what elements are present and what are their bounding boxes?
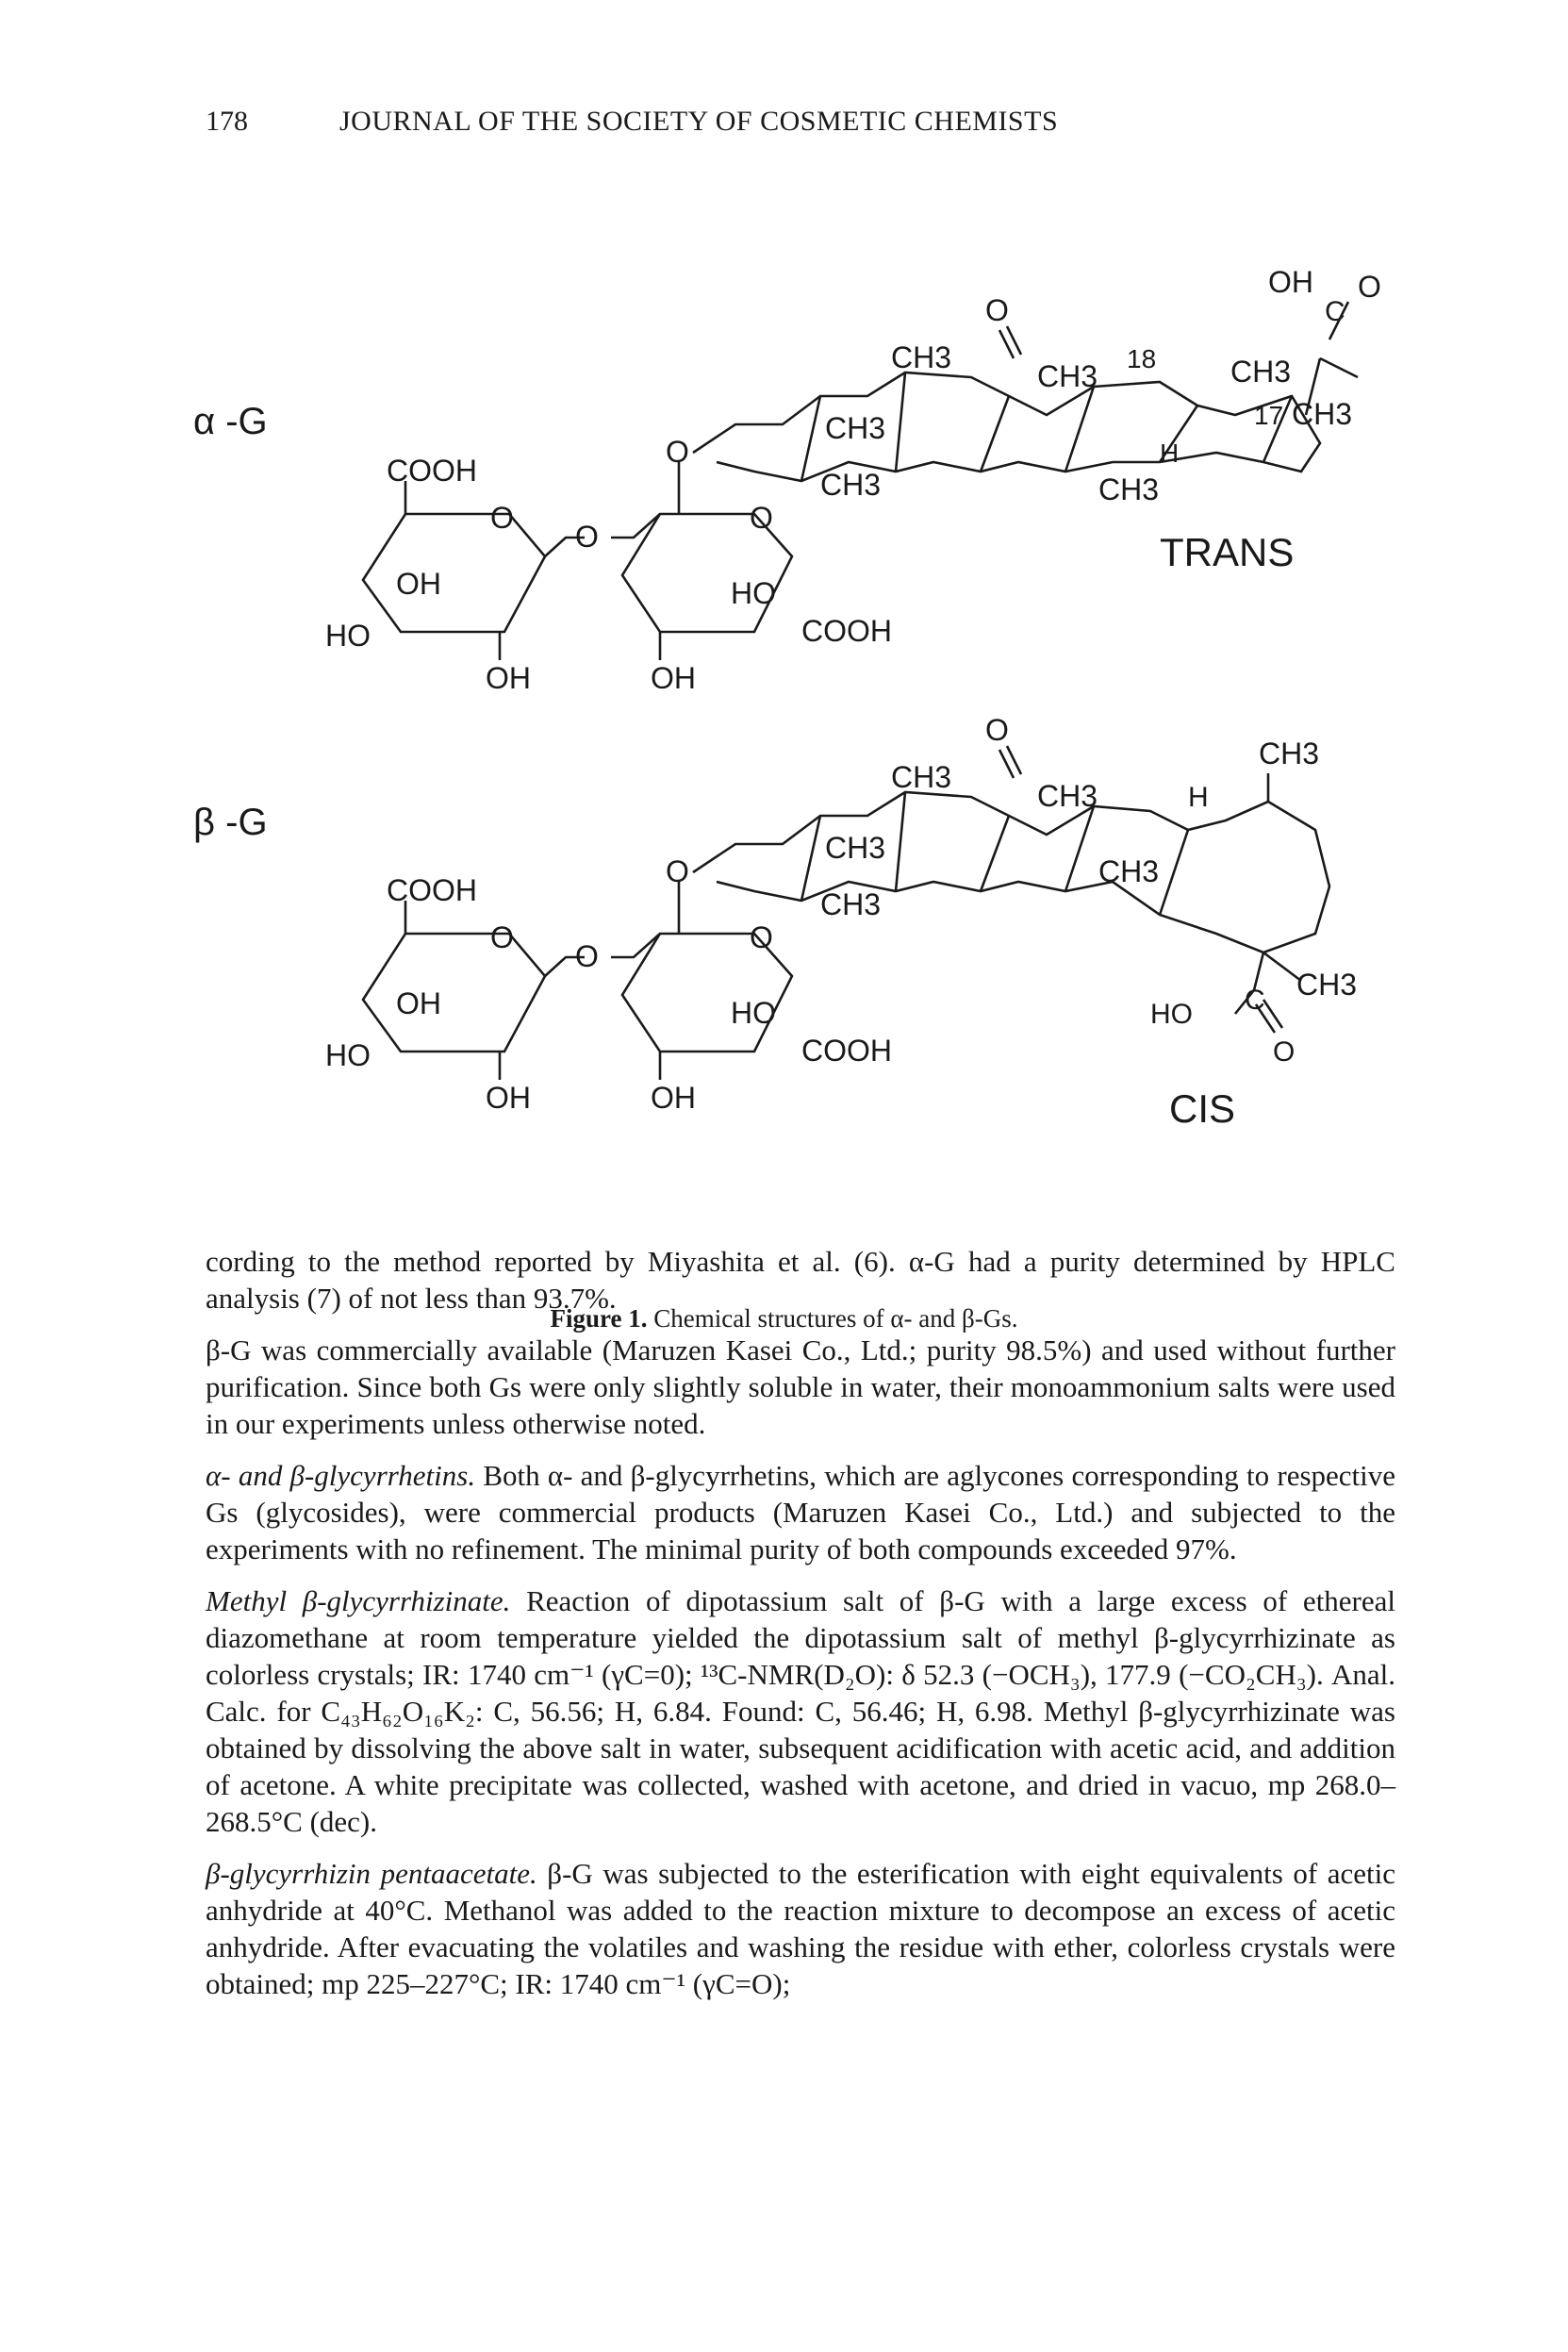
svg-text:COOH: COOH [801, 1034, 892, 1068]
svg-text:HO: HO [731, 576, 776, 610]
svg-text:CH3: CH3 [891, 760, 952, 794]
svg-text:OH: OH [1268, 265, 1313, 299]
glycyrrhetins-heading: α- and β-glycyrrhetins. [206, 1459, 476, 1492]
svg-text:OH: OH [486, 661, 531, 695]
svg-text:CH3: CH3 [1037, 779, 1098, 813]
svg-text:OH: OH [396, 986, 441, 1020]
svg-text:CH3: CH3 [1098, 854, 1160, 888]
chemical-structures-diagram [0, 179, 1568, 1188]
svg-text:OH: OH [396, 567, 441, 601]
svg-text:O: O [750, 920, 773, 954]
trans-label: TRANS [1160, 530, 1295, 574]
beta-aglycone [693, 713, 1357, 1068]
alpha-label: α -G [193, 401, 268, 442]
svg-text:COOH: COOH [387, 454, 477, 488]
paragraph-pentaacetate [206, 1855, 1395, 2002]
svg-text:O: O [666, 435, 689, 469]
svg-text:C: C [1325, 296, 1345, 327]
paragraph-glycyrrhetins [206, 1457, 1395, 1567]
glycyrrhetins-text: Both α- and β-glycyrrhetins, which are aglycones corresponding to respective Gs (glycosides), were commercial products (Maruzen Kasei Co., Ltd.) and subjected to the experiments with no refinement. The minimal purity of both compounds exceeded 97%. [206, 1459, 1396, 1565]
svg-text:COOH: COOH [801, 614, 892, 648]
svg-text:CH3: CH3 [1296, 968, 1358, 1002]
svg-text:CH3: CH3 [1292, 397, 1353, 431]
beta-label: β -G [193, 802, 268, 843]
body-text [206, 1243, 1395, 2017]
alpha-aglycone [693, 265, 1381, 506]
svg-text:O: O [985, 293, 1009, 327]
page-number: 178 [206, 106, 248, 137]
paragraph-methyl-glycyrrhizinate [206, 1582, 1395, 1840]
svg-text:18: 18 [1127, 344, 1157, 373]
svg-text:CH3: CH3 [820, 468, 882, 502]
svg-text:O: O [750, 501, 773, 535]
paragraph-continuation: cording to the method reported by Miyashita et al. (6). α-G had a purity determined by HPLC analysis (7) of not less than 93.7%. [206, 1245, 1395, 1315]
svg-text:COOH: COOH [387, 873, 477, 907]
svg-text:HO: HO [1150, 999, 1193, 1030]
alpha-sugar-left [325, 454, 545, 695]
svg-text:O: O [1273, 1036, 1296, 1068]
caption-label: Figure 1. [550, 1304, 648, 1333]
svg-text:CH3: CH3 [891, 340, 952, 374]
page-header [0, 106, 1568, 153]
svg-text:CH3: CH3 [1098, 472, 1160, 506]
svg-text:OH: OH [486, 1081, 531, 1115]
svg-text:CH3: CH3 [1230, 355, 1292, 389]
methyl-glycyrrhizinate-heading: Methyl β-glycyrrhizinate. [206, 1584, 511, 1617]
svg-text:C: C [1245, 985, 1265, 1016]
methyl-glycyrrhizinate-text: Reaction of dipotassium salt of β-G with a large excess of ethereal diazomethane at room temperature yielded the dipotassium salt of methyl β-glycyrrhizinate as colorless crystals; IR: 1740 cm⁻¹ (γC=0); ¹³C-NMR(D₂O): δ 52.3 (−OCH₃), 177.9 (−CO₂CH₃). Anal. Calc. for C₄₃H₆₂O₁₆K₂: C, 56.56; H, 6.84. Found: C, 56.46; H, 6.98. Methyl β-glycyrrhizinate was obtained by dissolving the above salt in water, subsequent acidification with acetic acid, and addition of acetone. A white precipitate was collected, washed with acetone, and dried in vacuo, mp 268.0–268.5°C (dec). [206, 1584, 1396, 1838]
svg-text:O: O [490, 501, 514, 535]
svg-text:CH3: CH3 [825, 831, 886, 865]
caption-text: Chemical structures of α- and β-Gs. [653, 1304, 1018, 1333]
svg-text:OH: OH [651, 661, 696, 695]
svg-text:CH3: CH3 [820, 887, 882, 921]
cis-label: CIS [1169, 1086, 1236, 1131]
svg-text:HO: HO [731, 996, 776, 1030]
svg-text:HO: HO [325, 619, 371, 653]
svg-text:H: H [1160, 439, 1180, 468]
svg-text:17: 17 [1254, 401, 1284, 430]
svg-text:O: O [1358, 270, 1381, 304]
svg-text:H: H [1188, 782, 1209, 813]
svg-text:CH3: CH3 [825, 411, 886, 445]
svg-text:O: O [666, 854, 689, 888]
svg-text:O: O [490, 920, 514, 954]
pentaacetate-text: β-G was subjected to the esterification with eight equivalents of acetic anhydride at 40°C. Methanol was added to the reaction mixture to decompose an excess of acetic anhydride. After evacuating the volatiles and washing the residue with ether, colorless crystals were obtained; mp 225–227°C; IR: 1740 cm⁻¹ (γC=O); [206, 1857, 1395, 2000]
svg-text:O: O [575, 520, 599, 554]
svg-text:OH: OH [651, 1081, 696, 1115]
running-title: JOURNAL OF THE SOCIETY OF COSMETIC CHEMISTS [339, 106, 1059, 137]
pentaacetate-heading: β-glycyrrhizin pentaacetate. [206, 1857, 537, 1890]
svg-text:O: O [985, 713, 1009, 747]
svg-text:HO: HO [325, 1038, 371, 1072]
paragraph-beta-g-source: β-G was commercially available (Maruzen Kasei Co., Ltd.; purity 98.5%) and used without further purification. Since both Gs were only slightly soluble in water, their monoammonium salts were used in our experiments unless otherwise noted. [206, 1333, 1395, 1440]
beta-sugar-left [325, 873, 545, 1115]
svg-text:CH3: CH3 [1037, 359, 1098, 393]
svg-text:O: O [575, 939, 599, 973]
svg-text:CH3: CH3 [1259, 737, 1320, 770]
